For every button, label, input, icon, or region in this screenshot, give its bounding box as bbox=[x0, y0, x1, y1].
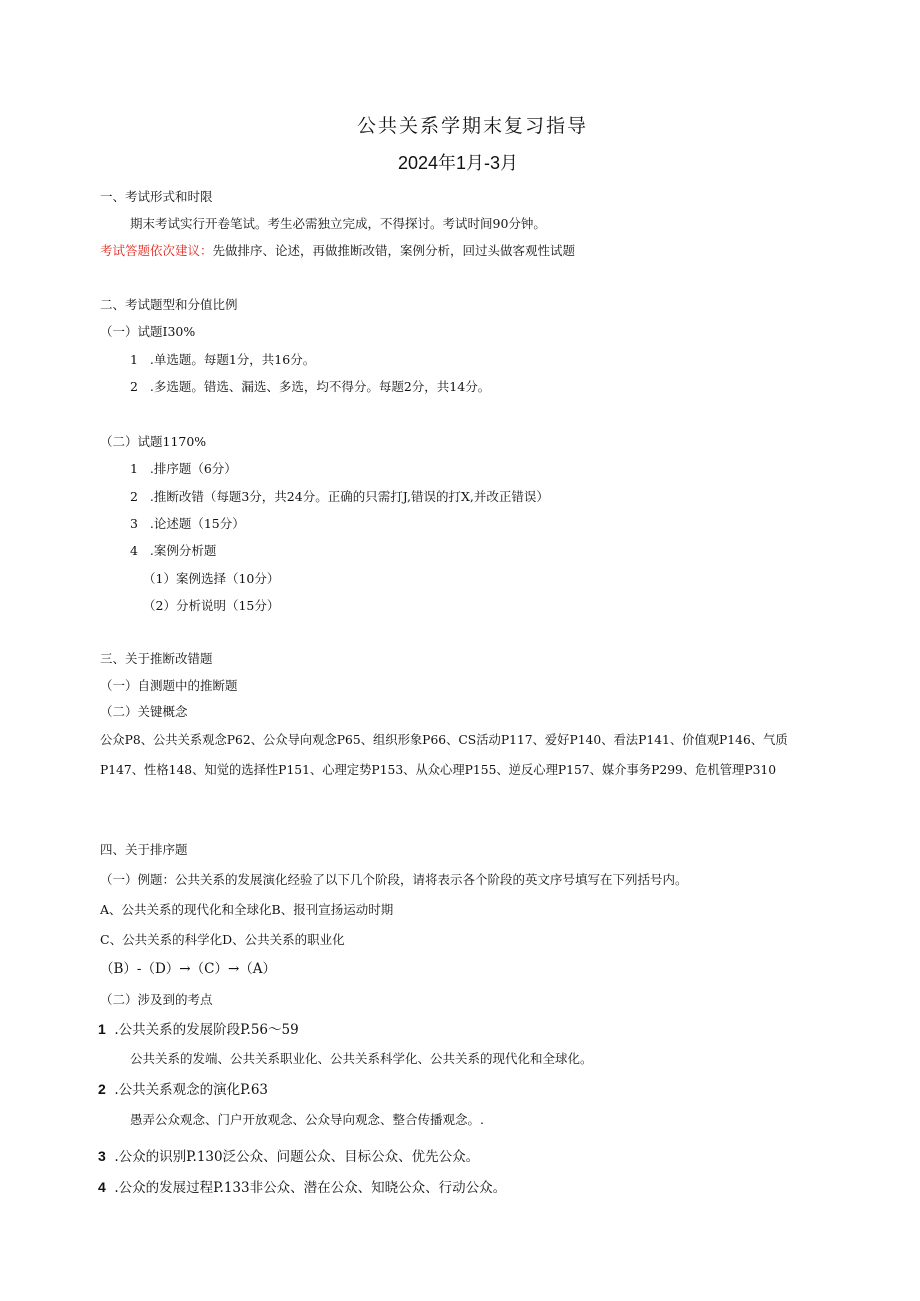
section4-example: （一）例题：公共关系的发展演化经验了以下几个阶段，请将表示各个阶段的英文序号填写在下列括号内。 bbox=[100, 872, 688, 887]
section2-sub2: （二）试题1170% bbox=[100, 434, 207, 449]
section4-heading: 四、关于排序题 bbox=[100, 842, 188, 857]
point-number: 1 bbox=[98, 1021, 106, 1037]
section1-heading: 一、考试形式和时限 bbox=[100, 189, 213, 204]
answer-line: （B）-（D）→（C）→（A） bbox=[100, 961, 277, 977]
page-title: 公共关系学期末复习指导 bbox=[357, 115, 589, 137]
item-text: .排序题（6分） bbox=[149, 461, 237, 476]
section2-heading: 二、考试题型和分值比例 bbox=[100, 297, 238, 312]
list-item bbox=[130, 352, 315, 368]
point-item bbox=[98, 1179, 506, 1196]
advice-label: 考试答题依次建议： bbox=[100, 243, 213, 258]
advice-text: 先做排序、论述，再做推断改错，案例分析，回过头做客观性试题 bbox=[212, 243, 576, 258]
concepts-line: 公众P8、公共关系观念P62、公众导向观念P65、组织形象P66、CS活动P117、爱好P140、看法P141、价值观P146、气质 bbox=[100, 733, 788, 747]
section2-sub1: （一）试题I30% bbox=[100, 324, 196, 339]
point-item bbox=[98, 1148, 479, 1165]
point-number: 4 bbox=[98, 1179, 106, 1195]
item-text: .单选题。每题1分，共16分。 bbox=[149, 352, 316, 367]
list-item bbox=[130, 489, 549, 505]
point-title: .公共关系观念的演化P.63 bbox=[114, 1082, 268, 1098]
item-number: 2 bbox=[130, 379, 138, 394]
page-subtitle: 2024年1月-3月 bbox=[398, 153, 519, 173]
item-text: .推断改错（每题3分，共24分。正确的只需打J,错误的打X,并改正错误） bbox=[149, 489, 549, 504]
section3-heading: 三、关于推断改错题 bbox=[100, 651, 213, 666]
item-number: 2 bbox=[130, 489, 138, 504]
item-number: 1 bbox=[130, 461, 138, 476]
item-text: .案例分析题 bbox=[149, 543, 217, 558]
point-number: 2 bbox=[98, 1081, 106, 1097]
section3-sub2: （二）关键概念 bbox=[100, 704, 188, 719]
item-text: .多选题。错选、漏选、多选，均不得分。每题2分，共14分。 bbox=[149, 379, 491, 394]
point-title: .公共关系的发展阶段P.56～59 bbox=[114, 1022, 299, 1038]
point-title: .公众的识别P.130泛公众、问题公众、目标公众、优先公众。 bbox=[114, 1149, 480, 1165]
section3-sub1: （一）自测题中的推断题 bbox=[100, 678, 238, 693]
point-title: .公众的发展过程P.133非公众、潜在公众、知晓公众、行动公众。 bbox=[114, 1180, 507, 1196]
item-number: 3 bbox=[130, 516, 138, 531]
case-item: （2）分析说明（15分） bbox=[143, 598, 280, 613]
item-number: 4 bbox=[130, 543, 138, 558]
advice-line bbox=[100, 243, 575, 259]
option-line: A、公共关系的现代化和全球化B、报刊宣扬运动时期 bbox=[100, 902, 394, 917]
point-item bbox=[98, 1021, 299, 1038]
item-text: .论述题（15分） bbox=[149, 516, 245, 531]
concepts-line: P147、性格148、知觉的选择性P151、心理定势P153、从众心理P155、逆反心理P157、媒介事务P299、危机管理P310 bbox=[100, 763, 777, 777]
point-detail: 愚弄公众观念、门户开放观念、公众导向观念、整合传播观念。. bbox=[130, 1112, 484, 1127]
list-item bbox=[130, 461, 237, 477]
point-item bbox=[98, 1081, 268, 1098]
point-number: 3 bbox=[98, 1148, 106, 1164]
list-item bbox=[130, 516, 245, 532]
section1-line1: 期末考试实行开卷笔试。考生必需独立完成，不得探讨。考试时间90分钟。 bbox=[130, 216, 546, 231]
point-detail: 公共关系的发端、公共关系职业化、公共关系科学化、公共关系的现代化和全球化。 bbox=[130, 1051, 593, 1066]
item-number: 1 bbox=[130, 352, 138, 367]
case-item: （1）案例选择（10分） bbox=[143, 571, 280, 586]
list-item bbox=[130, 543, 216, 559]
option-line: C、公共关系的科学化D、公共关系的职业化 bbox=[100, 932, 345, 947]
list-item bbox=[130, 379, 490, 395]
section4-sub2: （二）涉及到的考点 bbox=[100, 992, 213, 1007]
